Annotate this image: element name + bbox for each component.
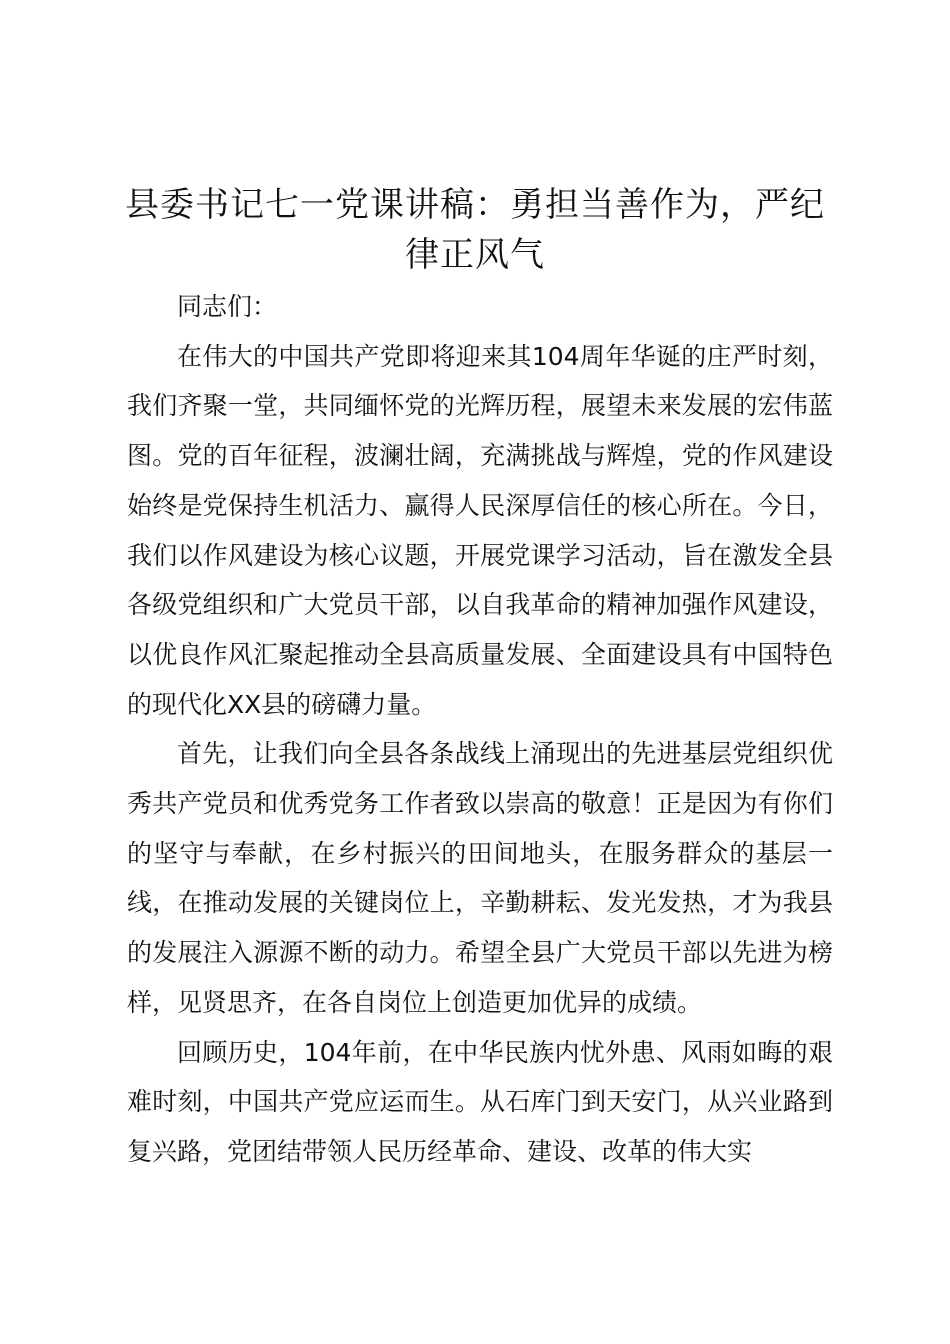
paragraph-3: 回顾历史，104年前，在中华民族内忧外患、风雨如晦的艰难时刻，中国共产党应运而生。从石库门到天安门，从兴业路到复兴路，党团结带领人民历经革命、建设、改革的伟大实 <box>127 1037 833 1166</box>
paragraph-1: 在伟大的中国共产党即将迎来其104周年华诞的庄严时刻，我们齐聚一堂，共同缅怀党的光辉历程，展望未来发展的宏伟蓝图。党的百年征程，波澜壮阔，充满挑战与辉煌，党的作风建设始终是党保持生机活力、赢得人民深厚信任的核心所在。今日，我们以作风建设为核心议题，开展党课学习活动，旨在激发全县各级党组织和广大党员干部，以自我革命的精神加强作风建设，以优良作风汇聚起推动全县高质量发展、全面建设具有中国特色的现代化XX县的磅礴力量。 <box>127 341 833 719</box>
paragraph-2: 首先，让我们向全县各条战线上涌现出的先进基层党组织优秀共产党员和优秀党务工作者致以崇高的敬意！正是因为有你们的坚守与奉献，在乡村振兴的田间地头，在服务群众的基层一线，在推动发展的关键岗位上，辛勤耕耘、发光发热，才为我县的发展注入源源不断的动力。希望全县广大党员干部以先进为榜样，见贤思齐，在各自岗位上创造更加优异的成绩。 <box>127 739 833 1017</box>
document-title: 县委书记七一党课讲稿：勇担当善作为，严纪律正风气 <box>125 185 825 275</box>
document-body <box>127 282 833 1177</box>
greeting: 同志们： <box>177 292 278 321</box>
